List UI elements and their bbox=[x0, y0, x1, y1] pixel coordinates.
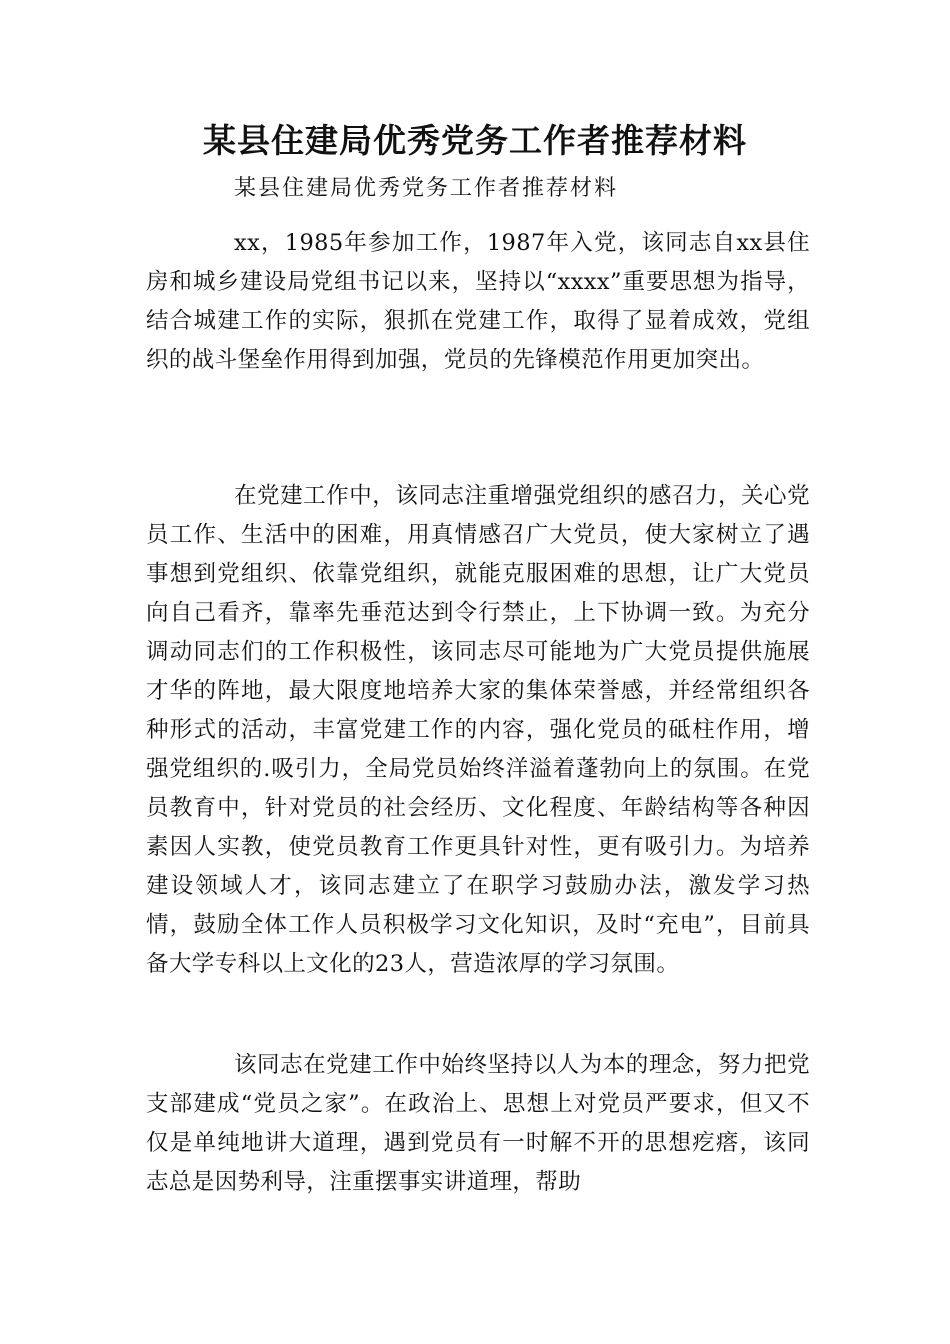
body-paragraph-3: 该同志在党建工作中始终坚持以人为本的理念，努力把党支部建成“党员之家”。在政治上、思想上对党员严要求，但又不仅是单纯地讲大道理，遇到党员有一时解不开的思想疙瘩，该同志总是因势利导，注重摆事实讲道理，帮助 bbox=[146, 1052, 810, 1195]
document-title: 某县住建局优秀党务工作者推荐材料 bbox=[203, 121, 747, 160]
body-paragraph-1: xx，1985年参加工作，1987年入党，该同志自xx县住房和城乡建设局党组书记以来，坚持以“xxxx”重要思想为指导，结合城建工作的实际，狠抓在党建工作，取得了显着成效，党组织的战斗堡垒作用得到加强，党员的先锋模范作用更加突出。 bbox=[146, 230, 810, 373]
body-paragraph-2: 在党建工作中，该同志注重增强党组织的感召力，关心党员工作、生活中的困难，用真情感召广大党员，使大家树立了遇事想到党组织、依靠党组织，就能克服困难的思想，让广大党员向自己看齐，靠率先垂范达到令行禁止，上下协调一致。为充分调动同志们的工作积极性，该同志尽可能地为广大党员提供施展才华的阵地，最大限度地培养大家的集体荣誉感，并经常组织各种形式的活动，丰富党建工作的内容，强化党员的砥柱作用，增强党组织的.吸引力，全局党员始终洋溢着蓬勃向上的氛围。在党员教育中，针对党员的社会经历、文化程度、年龄结构等各种因素因人实教，使党员教育工作更具针对性，更有吸引力。为培养建设领域人才，该同志建立了在职学习鼓励办法，激发学习热情，鼓励全体工作人员积极学习文化知识，及时“充电”，目前具备大学专科以上文化的23人，营造浓厚的学习氛围。 bbox=[146, 483, 810, 977]
document-subtitle: 某县住建局优秀党务工作者推荐材料 bbox=[234, 176, 619, 201]
